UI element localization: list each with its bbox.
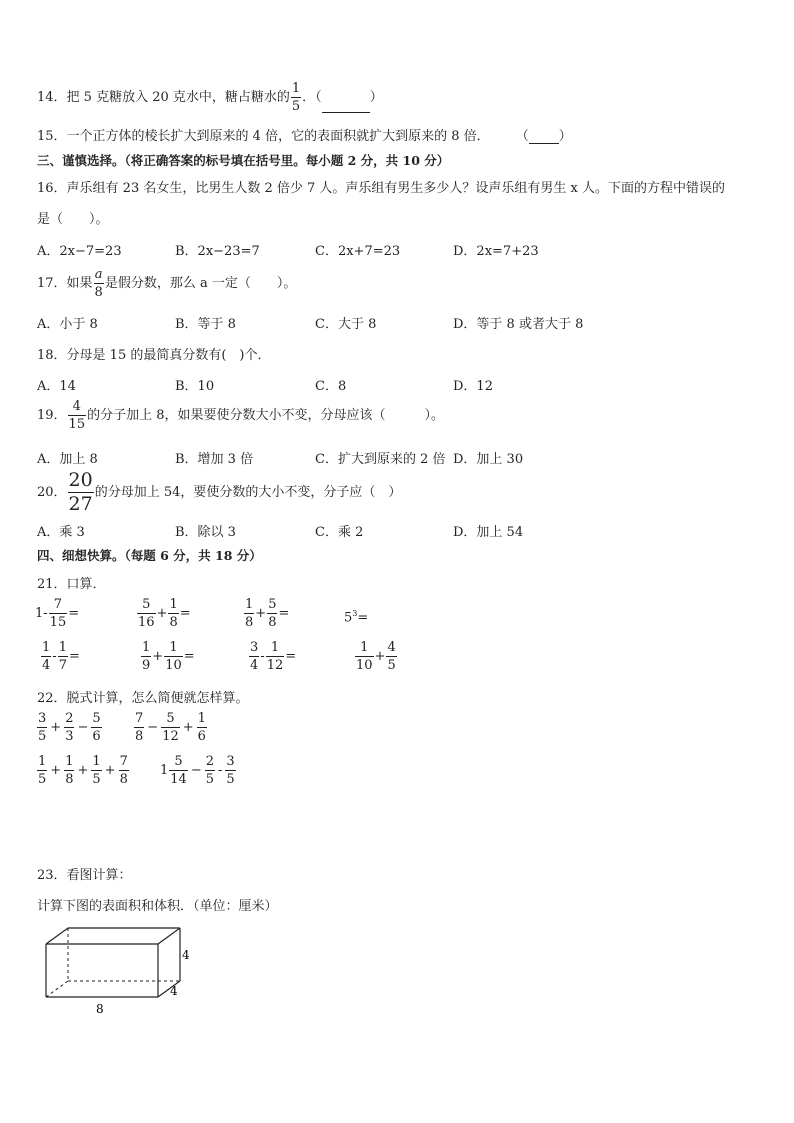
question-14: 14．把 5 克糖放入 20 克水中，糖占糖水的 $\frac{1}{5}$ ．（ ） <box>37 81 383 114</box>
cuboid-width-label: 4 <box>170 984 178 998</box>
q19-option-b[interactable]: B．增加 3 倍 <box>175 452 254 467</box>
q15-text: 15．一个正方体的棱长扩大到原来的 4 倍，它的表面积就扩大到原来的 8 倍． <box>37 129 490 144</box>
q17-option-c[interactable]: C．大于 8 <box>315 317 377 332</box>
question-16-line2: 是（ ）。 <box>37 212 109 227</box>
question-20: 20． $\frac{20}{27}$ 的分母加上 54，要使分数的大小不变，分子应（ ） <box>37 469 402 515</box>
q22-expr-4: 1 $\frac{5}{14}$ − $\frac{2}{5}$ - $\frac{3}{5}$ <box>160 754 235 787</box>
q22-expr-2: $\frac{7}{8}$ − $\frac{5}{12}$ + $\frac{1}{6}$ <box>135 711 206 744</box>
q22-expr-1: $\frac{3}{5}$ + $\frac{2}{3}$ − $\frac{5}{6}$ <box>38 711 101 744</box>
q17-fraction: $\frac{a}{8}$ <box>94 267 103 300</box>
q20-option-d[interactable]: D．加上 54 <box>453 525 524 540</box>
q16-option-b[interactable]: B．2x−23=7 <box>175 244 260 259</box>
q17-option-d[interactable]: D．等于 8 或者大于 8 <box>453 317 584 332</box>
q20-option-c[interactable]: C．乘 2 <box>315 525 364 540</box>
cuboid-height-label: 4 <box>182 948 190 962</box>
question-16-line1: 16．声乐组有 23 名女生，比男生人数 2 倍少 7 人。声乐组有男生多少人？设声乐组有男生 x 人。下面的方程中错误的 <box>37 181 726 196</box>
question-23-subtitle: 计算下图的表面积和体积．（单位：厘米） <box>37 899 278 914</box>
cuboid-length-label: 8 <box>96 1002 104 1016</box>
answer-blank[interactable] <box>322 112 370 113</box>
q21-expr-8: $\frac{1}{10}$ + $\frac{4}{5}$ <box>356 640 396 673</box>
question-18: 18．分母是 15 的最简真分数有( )个． <box>37 348 271 363</box>
q21-expr-7: $\frac{3}{4}$ - $\frac{1}{12}$ = <box>250 640 297 673</box>
question-15: 15．一个正方体的棱长扩大到原来的 4 倍，它的表面积就扩大到原来的 8 倍． （ ） <box>37 129 572 144</box>
q19-option-a[interactable]: A．加上 8 <box>37 452 98 467</box>
q21-expr-4: $5^3=$ <box>344 609 369 626</box>
q16-option-c[interactable]: C．2x+7=23 <box>315 244 401 259</box>
q14-fraction: $\frac{1}{5}$ <box>291 81 301 114</box>
q21-expr-3: $\frac{1}{8}$ + $\frac{5}{8}$ = <box>245 597 290 630</box>
q17-option-b[interactable]: B．等于 8 <box>175 317 236 332</box>
question-17: 17．如果 $\frac{a}{8}$ 是假分数，那么 a 一定（ ）。 <box>37 267 297 300</box>
q18-option-a[interactable]: A．14 <box>37 379 76 394</box>
q20-option-b[interactable]: B．除以 3 <box>175 525 236 540</box>
q21-expr-6: $\frac{1}{9}$ + $\frac{1}{10}$ = <box>142 640 195 673</box>
q18-option-d[interactable]: D．12 <box>453 379 493 394</box>
section-4-heading: 四、细想快算。（每题 6 分，共 18 分） <box>37 548 262 563</box>
question-21-title: 21．口算． <box>37 577 106 592</box>
q14-text: 14．把 5 克糖放入 20 克水中，糖占糖水的 <box>37 90 290 105</box>
q16-option-a[interactable]: A．2x−7=23 <box>37 244 122 259</box>
cuboid-figure <box>30 922 230 1022</box>
q20-fraction: $\frac{20}{27}$ <box>68 469 93 515</box>
q19-option-d[interactable]: D．加上 30 <box>453 452 524 467</box>
question-23-title: 23．看图计算： <box>37 868 132 883</box>
q20-option-a[interactable]: A．乘 3 <box>37 525 85 540</box>
q18-option-c[interactable]: C．8 <box>315 379 347 394</box>
q16-option-d[interactable]: D．2x=7+23 <box>453 244 539 259</box>
q18-option-b[interactable]: B．10 <box>175 379 215 394</box>
q21-expr-1: 1- $\frac{7}{15}$ = <box>35 597 80 630</box>
q17-option-a[interactable]: A．小于 8 <box>37 317 98 332</box>
q21-expr-5: $\frac{1}{4}$ - $\frac{1}{7}$ = <box>42 640 80 673</box>
question-19: 19． $\frac{4}{15}$ 的分子加上 8，如果要使分数大小不变，分母应该（ ）。 <box>37 399 444 432</box>
section-3-heading: 三、谨慎选择。（将正确答案的标号填在括号里。每小题 2 分，共 10 分） <box>37 153 450 168</box>
q19-fraction: $\frac{4}{15}$ <box>68 399 86 432</box>
q19-option-c[interactable]: C．扩大到原来的 2 倍 <box>315 452 446 467</box>
q21-expr-2: $\frac{5}{16}$ + $\frac{1}{8}$ = <box>138 597 191 630</box>
answer-blank[interactable] <box>529 143 559 144</box>
question-22-title: 22．脱式计算，怎么简便就怎样算。 <box>37 691 249 706</box>
q22-expr-3: $\frac{1}{5}$ + $\frac{1}{8}$ + $\frac{1}{5}$ + $\frac{7}{8}$ <box>38 754 128 787</box>
